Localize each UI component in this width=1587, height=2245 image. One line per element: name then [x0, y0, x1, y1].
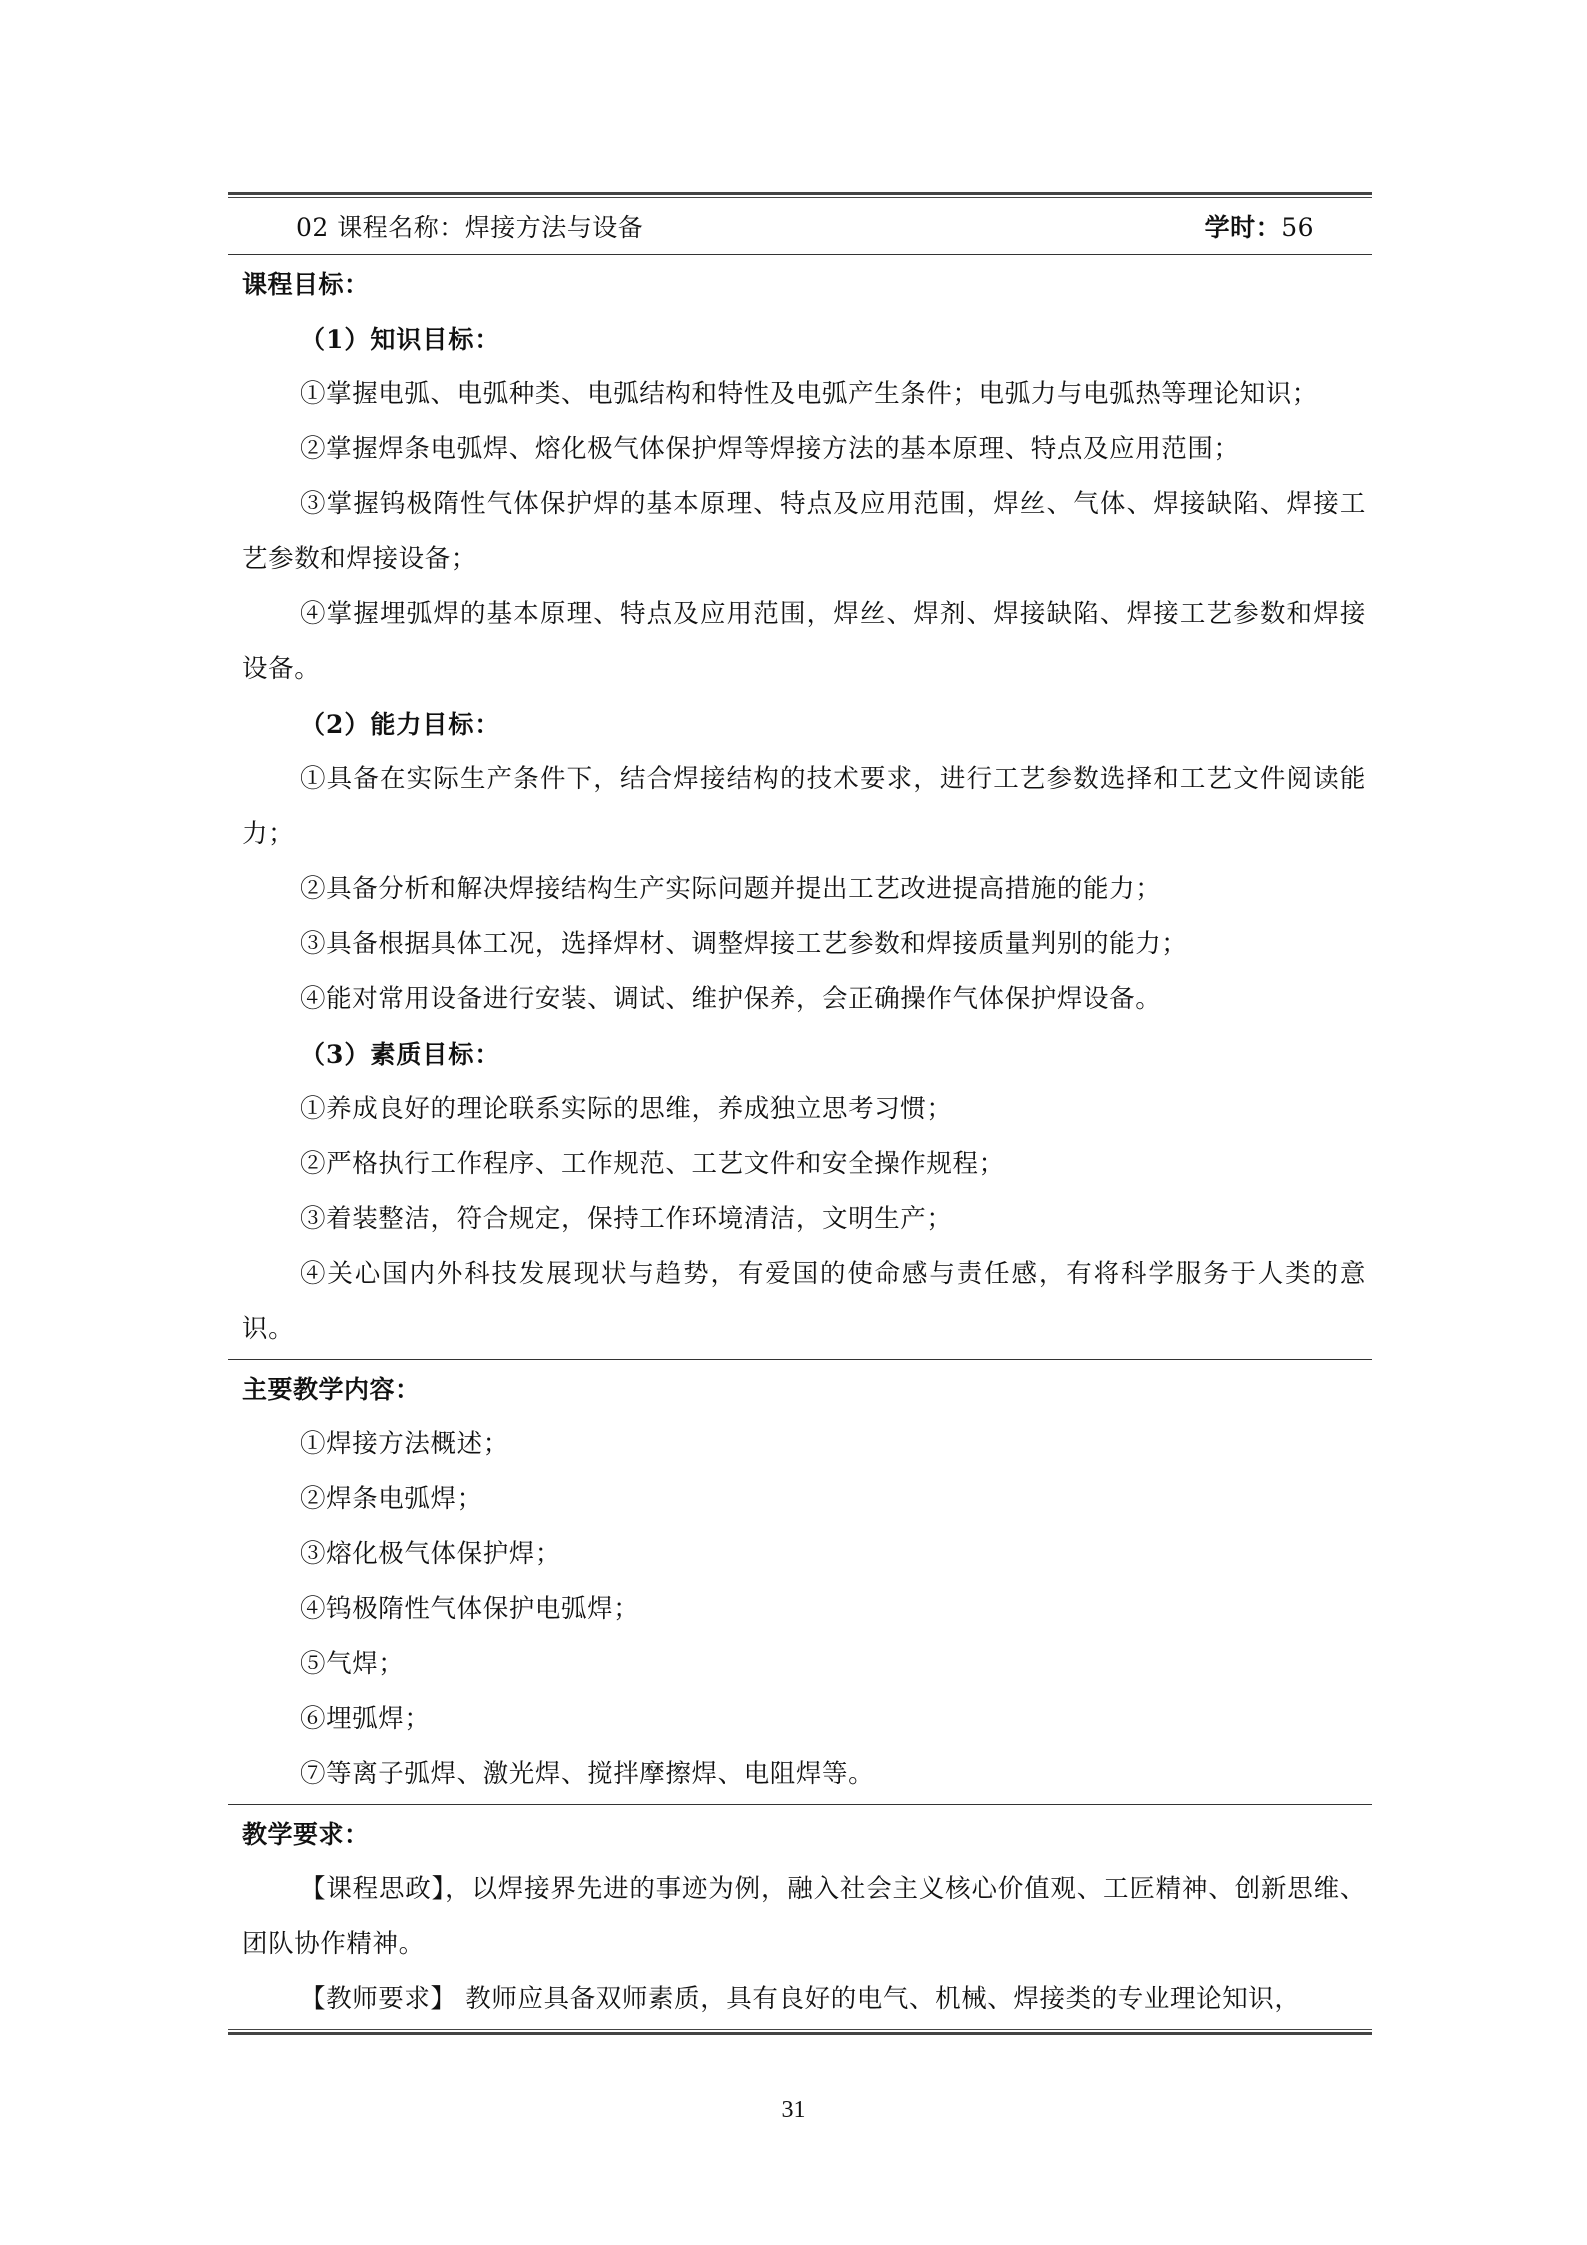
ability-item: ③具备根据具体工况，选择焊材、调整焊接工艺参数和焊接质量判别的能力；	[300, 929, 1188, 959]
quality-item: ②严格执行工作程序、工作规范、工艺文件和安全操作规程；	[300, 1149, 1005, 1179]
page-number: 31	[781, 2097, 806, 2123]
knowledge-item: ④掌握埋弧焊的基本原理、特点及应用范围，焊丝、焊剂、焊接缺陷、焊接工艺参数和焊接设备。	[242, 599, 1366, 684]
course-table	[228, 192, 1372, 2035]
knowledge-item: ③掌握钨极隋性气体保护焊的基本原理、特点及应用范围，焊丝、气体、焊接缺陷、焊接工艺参数和焊接设备；	[242, 489, 1366, 574]
quality-item: ④关心国内外科技发展现状与趋势，有爱国的使命感与责任感，有将科学服务于人类的意识。	[242, 1259, 1366, 1344]
course-hours-value: 56	[1281, 213, 1314, 242]
content-item: ③熔化极气体保护焊；	[300, 1539, 562, 1569]
quality-item: ③着装整洁，符合规定，保持工作环境清洁，文明生产；	[300, 1204, 953, 1234]
ability-item: ①具备在实际生产条件下，结合焊接结构的技术要求，进行工艺参数选择和工艺文件阅读能力；	[242, 764, 1366, 849]
knowledge-title: （1）知识目标：	[300, 325, 501, 354]
ability-title: （2）能力目标：	[300, 710, 501, 739]
content-title: 主要教学内容：	[242, 1375, 421, 1404]
knowledge-item: ①掌握电弧、电弧种类、电弧结构和特性及电弧产生条件；电弧力与电弧热等理论知识；	[300, 379, 1318, 409]
goals-title: 课程目标：	[242, 270, 370, 299]
requirements-title: 教学要求：	[242, 1820, 370, 1849]
content-item: ②焊条电弧焊；	[300, 1484, 483, 1514]
course-name	[296, 208, 643, 244]
content-item: ①焊接方法概述；	[300, 1429, 509, 1459]
quality-title: （3）素质目标：	[300, 1040, 501, 1069]
knowledge-item: ②掌握焊条电弧焊、熔化极气体保护焊等焊接方法的基本原理、特点及应用范围；	[300, 434, 1240, 464]
course-hours	[1205, 208, 1314, 244]
goals-section	[228, 255, 1372, 1359]
course-name-value: 焊接方法与设备	[464, 213, 644, 242]
ability-item: ④能对常用设备进行安装、调试、维护保养，会正确操作气体保护焊设备。	[300, 984, 1162, 1014]
content-item: ⑥埋弧焊；	[300, 1704, 431, 1734]
course-name-label: 02 课程名称：	[296, 213, 465, 242]
content-item: ⑤气焊；	[300, 1649, 405, 1679]
content-item: ④钨极隋性气体保护电弧焊；	[300, 1594, 640, 1624]
quality-item: ①养成良好的理论联系实际的思维，养成独立思考习惯；	[300, 1094, 953, 1124]
requirement-item: 【课程思政】，以焊接界先进的事迹为例，融入社会主义核心价值观、工匠精神、创新思维、团队协作精神。	[242, 1874, 1366, 1959]
table-bottom-rule	[228, 2029, 1372, 2035]
requirements-section	[228, 1805, 1372, 2029]
requirement-item: 【教师要求】 教师应具备双师素质，具有良好的电气、机械、焊接类的专业理论知识，	[300, 1984, 1301, 2014]
course-hours-label: 学时：	[1204, 213, 1282, 242]
content-item: ⑦等离子弧焊、激光焊、搅拌摩擦焊、电阻焊等。	[300, 1759, 875, 1789]
ability-item: ②具备分析和解决焊接结构生产实际问题并提出工艺改进提高措施的能力；	[300, 874, 1162, 904]
course-header-row	[228, 198, 1372, 254]
content-section	[228, 1360, 1372, 1804]
